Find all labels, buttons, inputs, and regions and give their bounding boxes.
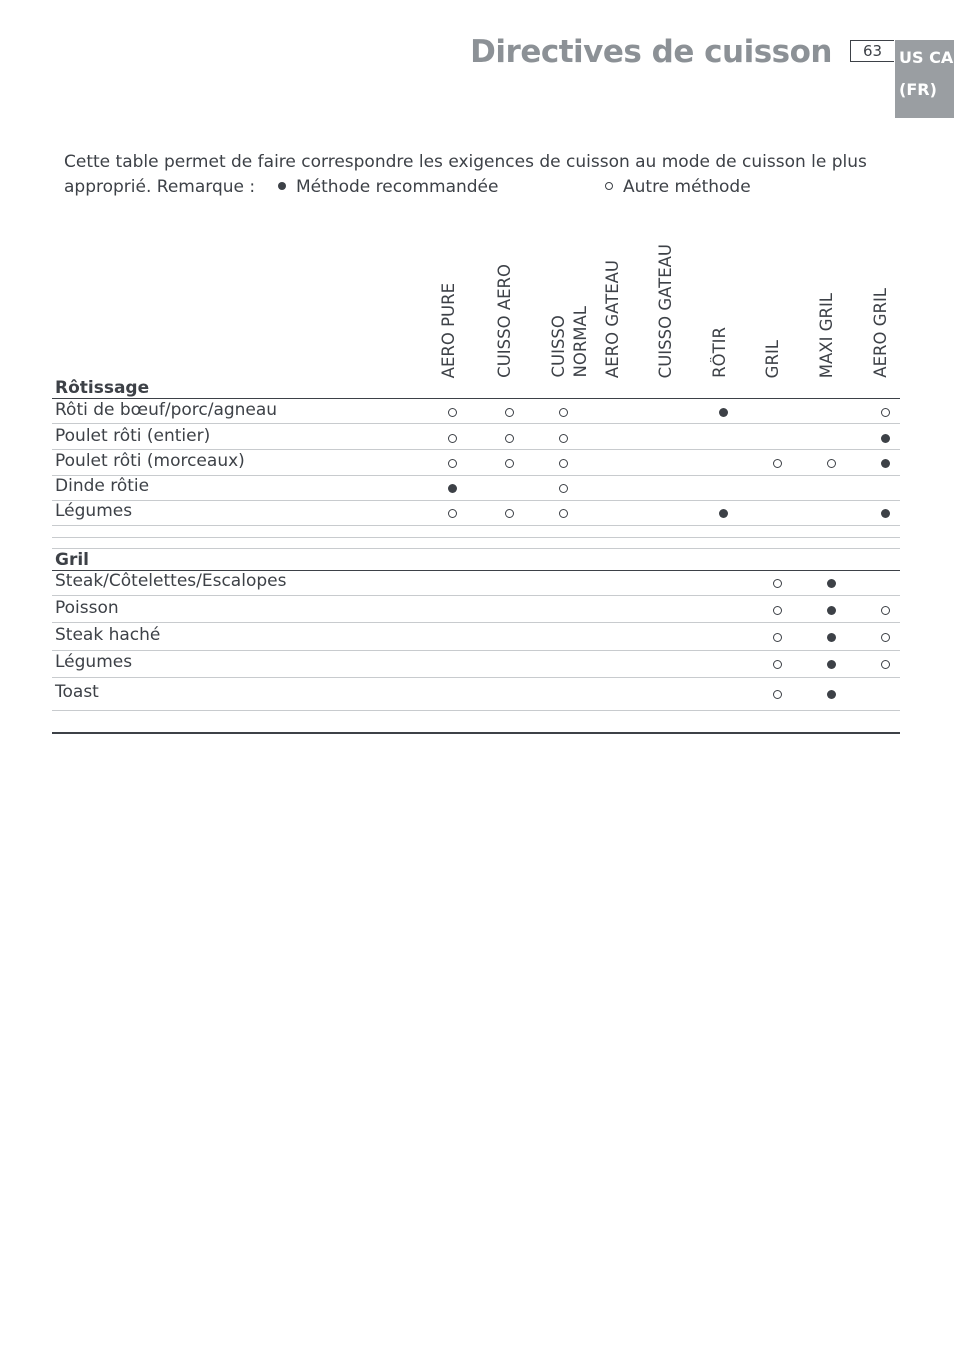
page-number: 63 bbox=[850, 40, 894, 62]
section-title: Rôtissage bbox=[55, 378, 150, 398]
column-header-label: AERO GATEAU bbox=[603, 259, 622, 378]
column-header-label: CUISSO GATEAU bbox=[656, 243, 675, 378]
row-label: Steak haché bbox=[55, 625, 161, 645]
legend-recommended-label: Méthode recommandée bbox=[296, 177, 499, 197]
alternative-dot-icon bbox=[773, 660, 782, 669]
alternative-dot-icon bbox=[448, 434, 457, 443]
recommended-dot-icon bbox=[719, 408, 728, 417]
row-label: Poisson bbox=[55, 598, 119, 618]
alternative-dot-icon bbox=[881, 660, 890, 669]
row-label: Rôti de bœuf/porc/agneau bbox=[55, 400, 278, 420]
column-header-label: CUISSO NORMAL bbox=[549, 306, 590, 378]
row-divider bbox=[52, 622, 900, 623]
row-divider bbox=[52, 650, 900, 651]
row-label: Dinde rôtie bbox=[55, 476, 150, 496]
row-divider bbox=[52, 537, 900, 538]
region-language: (FR) bbox=[899, 80, 937, 99]
filled-dot-icon bbox=[278, 182, 286, 190]
recommended-dot-icon bbox=[827, 633, 836, 642]
alternative-dot-icon bbox=[881, 633, 890, 642]
row-divider bbox=[52, 732, 900, 734]
recommended-dot-icon bbox=[881, 459, 890, 468]
column-header-label: CUISSO AERO bbox=[495, 264, 514, 378]
row-divider bbox=[52, 500, 900, 501]
row-divider bbox=[52, 677, 900, 678]
recommended-dot-icon bbox=[448, 484, 457, 493]
row-label: Toast bbox=[55, 682, 99, 702]
alternative-dot-icon bbox=[881, 408, 890, 417]
region-code: US CA bbox=[899, 48, 954, 67]
alternative-dot-icon bbox=[505, 509, 514, 518]
alternative-dot-icon bbox=[448, 509, 457, 518]
alternative-dot-icon bbox=[559, 509, 568, 518]
column-header-label: RÔTIR bbox=[710, 327, 729, 378]
recommended-dot-icon bbox=[881, 509, 890, 518]
legend bbox=[64, 175, 884, 200]
alternative-dot-icon bbox=[559, 434, 568, 443]
legend-other-label: Autre méthode bbox=[623, 177, 751, 197]
row-divider bbox=[52, 475, 900, 476]
row-label: Poulet rôti (entier) bbox=[55, 426, 211, 446]
row-divider bbox=[52, 423, 900, 424]
column-header-label: MAXI GRIL bbox=[817, 292, 836, 378]
alternative-dot-icon bbox=[773, 690, 782, 699]
intro-line: Cette table permet de faire correspondre les exigences de cuisson au mode de cuisson le plus bbox=[64, 152, 867, 172]
column-header-label: AERO PURE bbox=[439, 282, 458, 378]
alternative-dot-icon bbox=[773, 633, 782, 642]
column-header-label: AERO GRIL bbox=[871, 288, 890, 378]
row-label: Poulet rôti (morceaux) bbox=[55, 451, 245, 471]
intro-text bbox=[64, 150, 884, 200]
recommended-dot-icon bbox=[827, 606, 836, 615]
alternative-dot-icon bbox=[448, 459, 457, 468]
section-title: Gril bbox=[55, 550, 89, 570]
alternative-dot-icon bbox=[773, 606, 782, 615]
alternative-dot-icon bbox=[827, 459, 836, 468]
column-header-label-line2: NORMAL bbox=[571, 306, 590, 378]
remark-label: approprié. Remarque : bbox=[64, 177, 256, 197]
recommended-dot-icon bbox=[827, 660, 836, 669]
row-label: Steak/Côtelettes/Escalopes bbox=[55, 571, 287, 591]
page-title: Directives de cuisson bbox=[470, 34, 832, 70]
alternative-dot-icon bbox=[559, 484, 568, 493]
row-label: Légumes bbox=[55, 501, 133, 521]
row-divider bbox=[52, 525, 900, 526]
alternative-dot-icon bbox=[773, 579, 782, 588]
recommended-dot-icon bbox=[881, 434, 890, 443]
alternative-dot-icon bbox=[505, 408, 514, 417]
alternative-dot-icon bbox=[559, 408, 568, 417]
alternative-dot-icon bbox=[881, 606, 890, 615]
row-divider bbox=[52, 548, 900, 549]
open-dot-icon bbox=[605, 182, 613, 190]
legend-other bbox=[605, 175, 751, 200]
alternative-dot-icon bbox=[505, 434, 514, 443]
recommended-dot-icon bbox=[827, 690, 836, 699]
row-divider bbox=[52, 710, 900, 711]
alternative-dot-icon bbox=[773, 459, 782, 468]
alternative-dot-icon bbox=[505, 459, 514, 468]
alternative-dot-icon bbox=[559, 459, 568, 468]
legend-recommended bbox=[278, 175, 498, 200]
row-divider bbox=[52, 398, 900, 399]
recommended-dot-icon bbox=[827, 579, 836, 588]
alternative-dot-icon bbox=[448, 408, 457, 417]
region-tab bbox=[895, 40, 954, 118]
row-divider bbox=[52, 595, 900, 596]
recommended-dot-icon bbox=[719, 509, 728, 518]
column-header-label: GRIL bbox=[763, 339, 782, 378]
row-label: Légumes bbox=[55, 652, 133, 672]
row-divider bbox=[52, 449, 900, 450]
